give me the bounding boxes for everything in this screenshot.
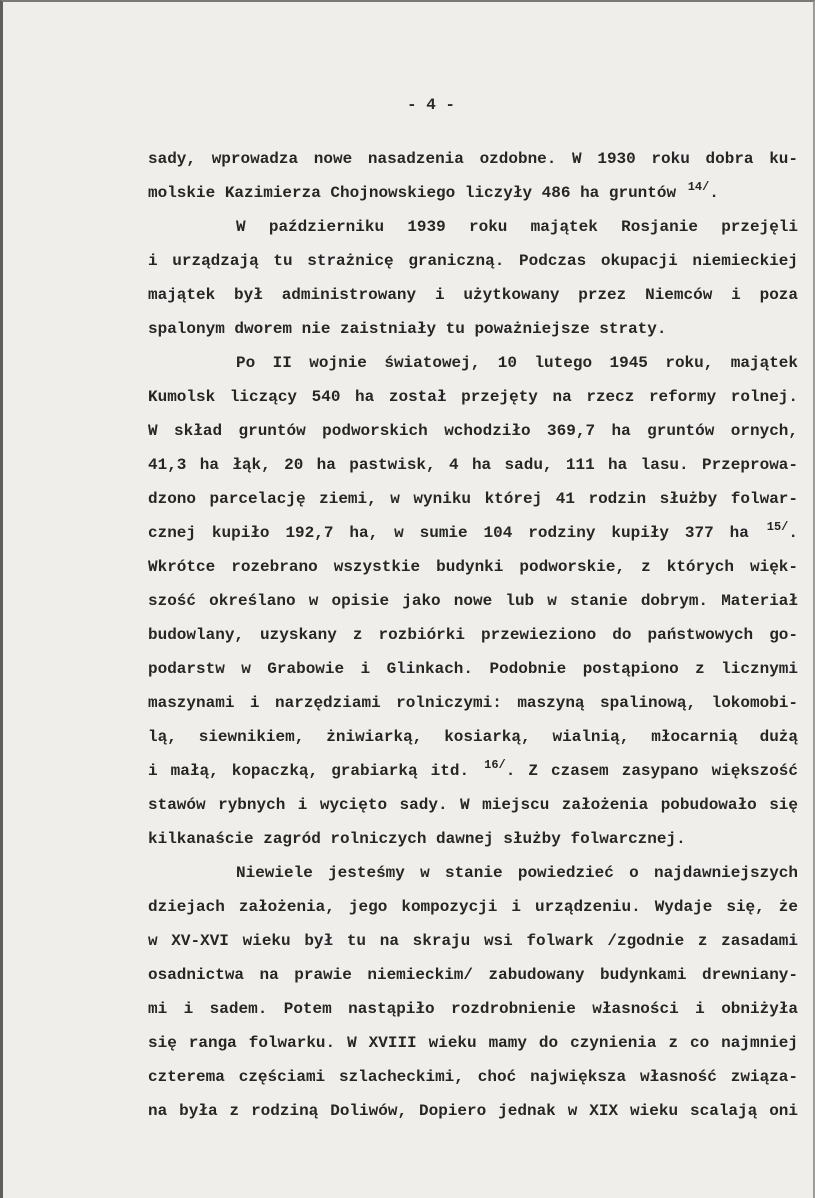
text-line [148,142,798,176]
text-line [148,686,798,720]
text-line [148,958,798,992]
text-line [148,924,798,958]
text-line [148,482,798,516]
text-line [148,516,798,550]
text-line [148,414,798,448]
paragraph [148,210,798,346]
page-number: - 4 - [406,96,455,114]
text-line [148,1060,798,1094]
line-text: dzono parcelację ziemi, w wyniku której 41 rodzin służby folwar- [148,490,798,508]
line-text: maszynami i narzędziami rolniczymi: maszyną spalinową, lokomobi- [148,694,798,712]
line-text: się ranga folwarku. W XVIII wieku mamy do czynienia z co najmniej [148,1034,798,1052]
line-text: . Z czasem zasypano większość [505,762,798,780]
line-text: podarstw w Grabowie i Glinkach. Podobnie postąpiono z licznymi [148,660,798,678]
line-text: mi i sadem. Potem nastąpiło rozdrobnienie własności i obniżyła [148,1000,798,1018]
text-line [148,652,798,686]
text-line [148,856,798,890]
paragraph [148,346,798,856]
text-line [148,788,798,822]
text-line [148,992,798,1026]
text-line [148,890,798,924]
text-line [148,584,798,618]
text-line [148,346,798,380]
line-text: spalonym dworem nie zaistniały tu poważniejsze straty. [148,320,667,338]
line-text: czterema częściami szlacheckimi, choć największa własność związa- [148,1068,798,1086]
line-text: cznej kupiło 192,7 ha, w sumie 104 rodziny kupiły 377 ha [148,524,765,542]
paragraph [148,142,798,210]
line-text: molskie Kazimierza Chojnowskiego liczyły 486 ha gruntów [148,184,686,202]
text-line [148,448,798,482]
text-line [148,720,798,754]
footnote-ref: 16/ [484,758,506,772]
text-line [148,244,798,278]
line-text: stawów rybnych i wycięto sady. W miejscu założenia pobudowało się [148,796,798,814]
text-line [148,380,798,414]
text-line [148,822,798,856]
body-text [148,142,798,1128]
text-line [148,1026,798,1060]
footnote-ref: 15/ [766,520,789,534]
line-text: i urządzają tu strażnicę graniczną. Podczas okupacji niemieckiej [148,252,798,270]
line-text: dziejach założenia, jego kompozycji i urządzeniu. Wydaje się, że [148,898,798,916]
line-text: lą, siewnikiem, żniwiarką, kosiarką, wialnią, młocarnią dużą [148,728,798,746]
text-line [148,312,798,346]
line-text: budowlany, uzyskany z rozbiórki przewieziono do państwowych go- [148,626,798,644]
line-text: majątek był administrowany i użytkowany przez Niemców i poza [148,286,798,304]
paragraph [148,856,798,1128]
line-text: . [709,184,719,202]
line-text: W październiku 1939 roku majątek Rosjanie przejęli [236,218,798,236]
line-text: w XV-XVI wieku był tu na skraju wsi folwark /zgodnie z zasadami [148,932,798,950]
line-text: na była z rodziną Doliwów, Dopiero jednak w XIX wieku scalają oni [148,1102,798,1120]
text-line [148,618,798,652]
line-text: osadnictwa na prawie niemieckim/ zabudowany budynkami drewniany- [148,966,798,984]
line-text: szość określano w opisie jako nowe lub w stanie dobrym. Materiał [148,592,798,610]
line-text: sady, wprowadza nowe nasadzenia ozdobne. W 1930 roku dobra ku- [148,150,798,168]
line-text: Kumolsk liczący 540 ha został przejęty na rzecz reformy rolnej. [148,388,798,406]
line-text: Niewiele jesteśmy w stanie powiedzieć o najdawniejszych [236,864,798,882]
text-line [148,754,798,788]
line-text: Wkrótce rozebrano wszystkie budynki podworskie, z których więk- [148,558,798,576]
text-line [148,210,798,244]
footnote-ref: 14/ [687,180,710,194]
text-line [148,278,798,312]
text-line [148,176,798,210]
line-text: i małą, kopaczką, grabiarką itd. [148,762,483,780]
line-text: . [788,524,798,542]
line-text: 41,3 ha łąk, 20 ha pastwisk, 4 ha sadu, 111 ha lasu. Przeprowa- [148,456,798,474]
line-text: kilkanaście zagród rolniczych dawnej służby folwarcznej. [148,830,686,848]
line-text: Po II wojnie światowej, 10 lutego 1945 roku, majątek [236,354,798,372]
text-line [148,1094,798,1128]
text-line [148,550,798,584]
line-text: W skład gruntów podworskich wchodziło 369,7 ha gruntów ornych, [148,422,798,440]
